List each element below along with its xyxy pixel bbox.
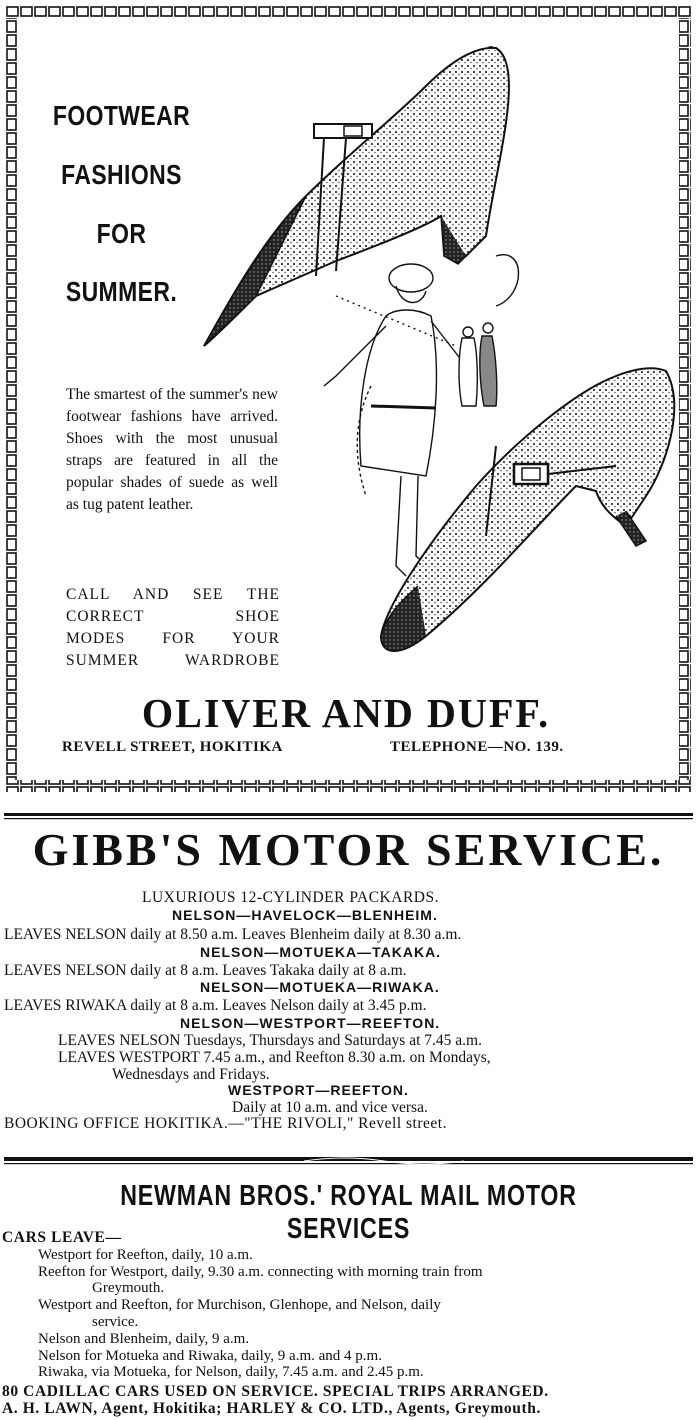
- newman-line-10: 80 CADILLAC CARS USED ON SERVICE. SPECIAL TRIPS ARRANGED.: [2, 1383, 549, 1400]
- firm-address: REVELL STREET, HOKITIKA: [62, 739, 283, 755]
- firm-telephone: TELEPHONE—NO. 139.: [390, 739, 564, 755]
- gibbs-line-8: NELSON—WESTPORT—REEFTON.: [180, 1015, 441, 1031]
- newman-line-4: Greymouth.: [92, 1280, 165, 1296]
- headline-line-4: SUMMER.: [65, 276, 178, 307]
- gibbs-line-7: LEAVES RIWAKA daily at 8 a.m. Leaves Nelson daily at 3.45 p.m.: [4, 997, 427, 1014]
- oliver-duff-advertisement: [6, 6, 691, 792]
- call-line-4: SUMMER WARDROBE: [66, 652, 280, 669]
- headline-line-2: FASHIONS: [61, 159, 182, 190]
- call-line-3: MODES FOR YOUR: [66, 630, 280, 647]
- newman-line-2: Westport for Reefton, daily, 10 a.m.: [38, 1247, 253, 1263]
- headline-line-3: FOR: [96, 218, 147, 249]
- newman-title: NEWMAN BROS.' ROYAL MAIL MOTOR SERVICES: [120, 1180, 577, 1245]
- newman-line-5: Westport and Reefton, for Murchison, Glenhope, and Nelson, daily: [38, 1297, 441, 1313]
- gibbs-line-11: Wednesdays and Fridays.: [112, 1066, 270, 1083]
- gibbs-line-9: LEAVES NELSON Tuesdays, Thursdays and Saturdays at 7.45 a.m.: [58, 1032, 482, 1049]
- gibbs-title: GIBB'S MOTOR SERVICE.: [32, 824, 665, 875]
- upper-shoe-drawing: [204, 46, 509, 346]
- gibbs-line-13: Daily at 10 a.m. and vice versa.: [232, 1099, 428, 1116]
- double-rule-divider: [4, 812, 693, 822]
- gibbs-line-6: NELSON—MOTUEKA—RIWAKA.: [200, 979, 440, 995]
- newman-line-6: service.: [92, 1314, 139, 1330]
- headline-line-1: FOOTWEAR: [52, 100, 191, 131]
- gibbs-line-10: LEAVES WESTPORT 7.45 a.m., and Reefton 8.30 a.m. on Mondays,: [58, 1049, 491, 1066]
- gibbs-line-5: LEAVES NELSON daily at 8 a.m. Leaves Takaka daily at 8 a.m.: [4, 962, 407, 979]
- newman-line-9: Riwaka, via Motueka, for Nelson, daily, 7.45 a.m. and 2.45 p.m.: [38, 1364, 424, 1380]
- gibbs-line-12: WESTPORT—REEFTON.: [228, 1082, 409, 1098]
- gibbs-line-1: LUXURIOUS 12-CYLINDER PACKARDS.: [142, 889, 439, 906]
- newman-line-3: Reefton for Westport, daily, 9.30 a.m. connecting with morning train from: [38, 1264, 483, 1280]
- call-line-1: CALL AND SEE THE: [66, 586, 280, 603]
- gibbs-line-4: NELSON—MOTUEKA—TAKAKA.: [200, 944, 442, 960]
- description-paragraph: The smartest of the summer's new footwear fashions have arrived. Shoes with the most unusual straps are featured in all the popular shades of suede as well as tug patent leather.: [66, 386, 278, 513]
- gibbs-line-3: LEAVES NELSON daily at 8.50 a.m. Leaves Blenheim daily at 8.30 a.m.: [4, 926, 462, 943]
- gibbs-line-2: NELSON—HAVELOCK—BLENHEIM.: [172, 907, 438, 923]
- ornamental-rule-divider: [4, 1155, 693, 1167]
- newman-line-7: Nelson and Blenheim, daily, 9 a.m.: [38, 1331, 250, 1347]
- newman-line-8: Nelson for Motueka and Riwaka, daily, 9 a.m. and 4 p.m.: [38, 1348, 382, 1364]
- newman-line-1: CARS LEAVE—: [2, 1229, 122, 1246]
- newman-line-11: A. H. LAWN, Agent, Hokitika; HARLEY & CO. LTD., Agents, Greymouth.: [2, 1400, 541, 1417]
- gibbs-line-14: BOOKING OFFICE HOKITIKA.—"THE RIVOLI," Revell street.: [4, 1115, 447, 1132]
- firm-name: OLIVER AND DUFF.: [141, 690, 551, 736]
- call-to-action: [66, 584, 280, 672]
- call-line-2: CORRECT SHOE: [66, 608, 280, 625]
